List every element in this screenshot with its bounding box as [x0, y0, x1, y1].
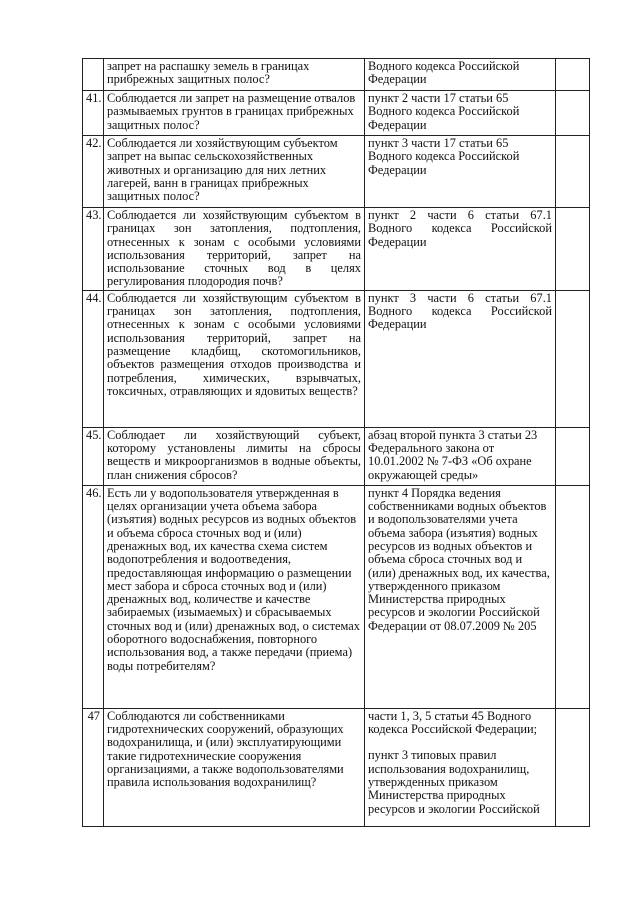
reference-text-2: пункт 3 типовых правил использования водохранилищ, утвержденных приказом Министерства природных ресурсов и экологии Российской — [368, 748, 540, 816]
table-row — [83, 136, 590, 208]
table-row — [83, 91, 590, 136]
table-row — [83, 485, 590, 708]
reference-cell: пункт 3 части 6 статьи 67.1 Водного кодекса Российской Федерации — [365, 290, 556, 427]
question-cell: Соблюдается ли запрет на размещение отвалов размываемых грунтов в границах прибрежных защитных полос? — [104, 91, 365, 136]
question-cell: Есть ли у водопользователя утвержденная в целях организации учета объема забора (изъятия) водных ресурсов из водных объектов и объема сброса сточных вод и (или) дренажных вод, их качества схема систем водопотребления и водоотведения, предоставляющая информацию о размещении мест забора и сброса сточных вод и (или) дренажных вод, количестве и качестве забираемых (изымаемых) и сбрасываемых сточных вод и (или) дренажных вод, о системах оборотного водоснабжения, повторного использования вод, а также передачи (приема) воды потребителям? — [104, 485, 365, 708]
question-cell: Соблюдает ли хозяйствующий субъект, которому установлены лимиты на сбросы веществ и микроорганизмов в водные объекты, план снижения сбросов? — [104, 427, 365, 485]
blank-cell — [556, 485, 590, 708]
row-number: 45. — [83, 427, 104, 485]
table-row — [83, 290, 590, 427]
reference-cell: пункт 3 части 17 статьи 65 Водного кодекса Российской Федерации — [365, 136, 556, 208]
question-cell: Соблюдаются ли собственниками гидротехнических сооружений, образующих водохранилища, и (или) эксплуатирующими такие гидротехнические сооружения организациями, а также водопользователями правила использования водохранилищ? — [104, 708, 365, 826]
reference-cell — [365, 708, 556, 826]
blank-cell — [556, 290, 590, 427]
reference-cell: пункт 2 части 6 статьи 67.1 Водного кодекса Российской Федерации — [365, 208, 556, 291]
blank-cell — [556, 208, 590, 291]
question-cell: Соблюдается ли хозяйствующим субъектом запрет на выпас сельскохозяйственных животных и организацию для них летних лагерей, ванн в границах прибрежных защитных полос? — [104, 136, 365, 208]
row-number: 46. — [83, 485, 104, 708]
row-number: 41. — [83, 91, 104, 136]
reference-cell: пункт 2 части 17 статьи 65 Водного кодекса Российской Федерации — [365, 91, 556, 136]
row-number — [83, 59, 104, 91]
row-number: 44. — [83, 290, 104, 427]
table-row — [83, 208, 590, 291]
blank-cell — [556, 91, 590, 136]
blank-cell — [556, 708, 590, 826]
question-cell: запрет на распашку земель в границах прибрежных защитных полос? — [104, 59, 365, 91]
question-cell: Соблюдается ли хозяйствующим субъектом в границах зон затопления, подтопления, отнесенных к зонам с особыми условиями использования территорий, запрет на размещение кладбищ, скотомогильников, объектов размещения отходов производства и потребления, химических, взрывчатых, токсичных, отравляющих и ядовитых веществ? — [104, 290, 365, 427]
reference-cell: пункт 4 Порядка ведения собственниками водных объектов и водопользователями учета объема забора (изъятия) водных ресурсов из водных объектов и объема сброса сточных вод и (или) дренажных вод, их качества, утвержденного приказом Министерства природных ресурсов и экологии Российской Федерации от 08.07.2009 № 205 — [365, 485, 556, 708]
reference-cell: абзац второй пункта 3 статьи 23 Федерального закона от 10.01.2002 № 7-ФЗ «Об охране окружающей среды» — [365, 427, 556, 485]
row-number: 42. — [83, 136, 104, 208]
blank-cell — [556, 427, 590, 485]
table-row — [83, 59, 590, 91]
checklist-table — [82, 58, 590, 827]
table-row — [83, 427, 590, 485]
row-number: 47 — [83, 708, 104, 826]
reference-cell: Водного кодекса Российской Федерации — [365, 59, 556, 91]
row-number: 43. — [83, 208, 104, 291]
question-cell: Соблюдается ли хозяйствующим субъектом в границах зон затопления, подтопления, отнесенных к зонам с особыми условиями использования территорий, запрет на использование сточных вод в целях регулирования плодородия почв? — [104, 208, 365, 291]
table-row — [83, 708, 590, 826]
blank-cell — [556, 59, 590, 91]
blank-cell — [556, 136, 590, 208]
reference-text: части 1, 3, 5 статьи 45 Водного кодекса Российской Федерации; — [368, 708, 538, 737]
